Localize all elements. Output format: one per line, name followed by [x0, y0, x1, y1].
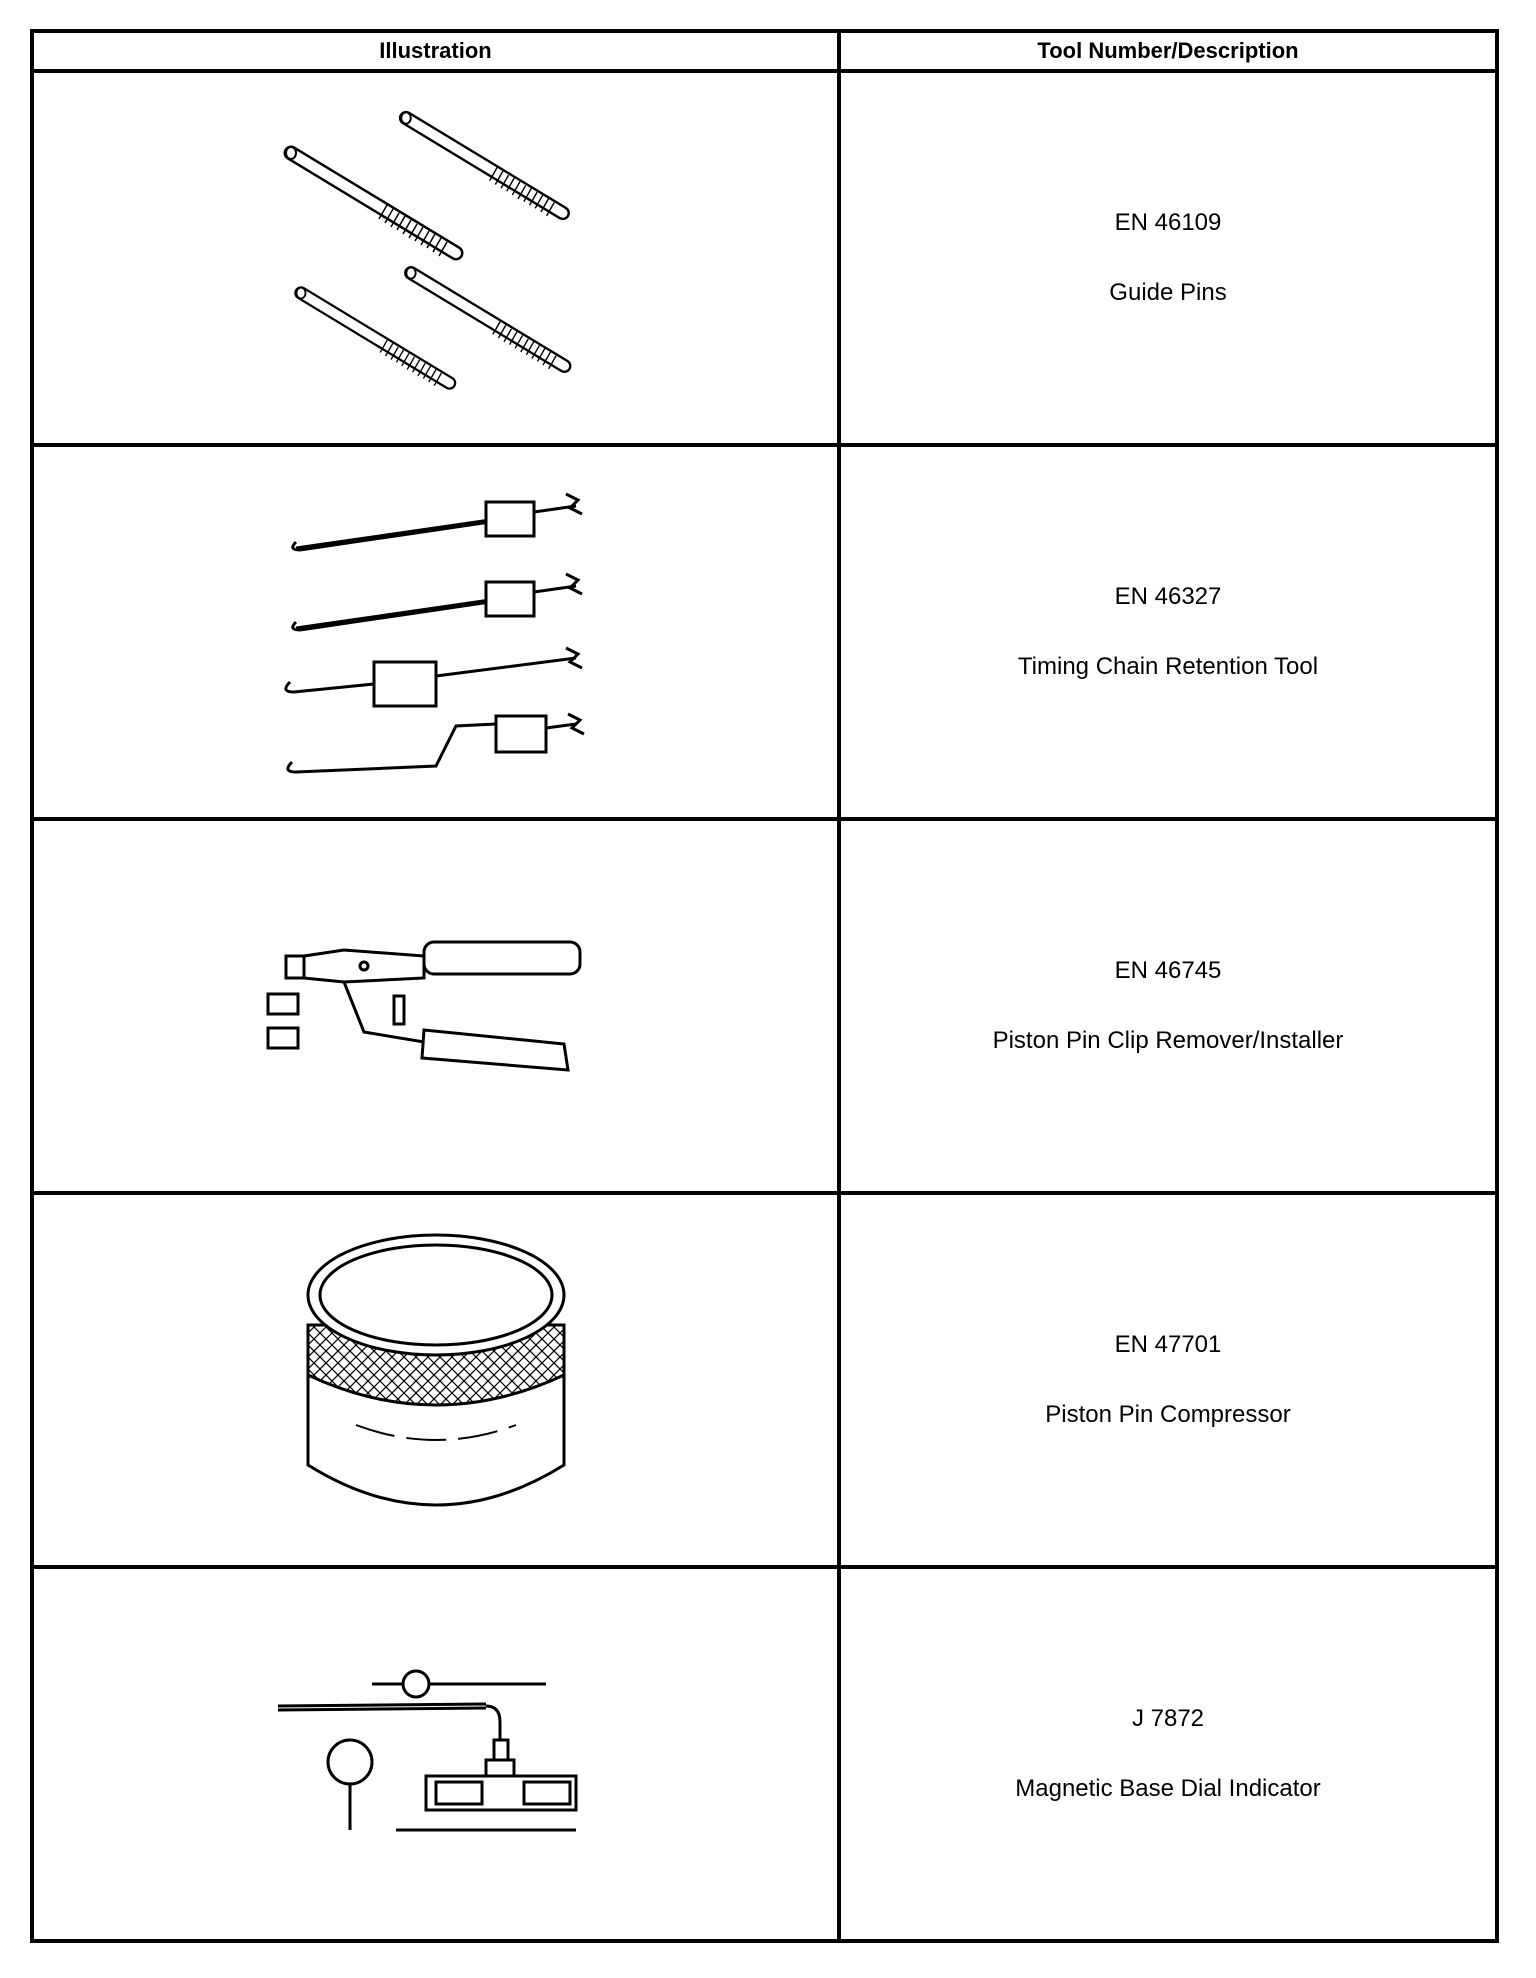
description-cell — [839, 1567, 1497, 1941]
description-cell — [839, 819, 1497, 1193]
table-row — [32, 1567, 1497, 1941]
header-row — [32, 31, 1497, 71]
dial-indicator-icon — [276, 1664, 596, 1844]
description-cell — [839, 71, 1497, 445]
special-tools-table — [30, 29, 1499, 1943]
illustration-cell — [32, 1567, 839, 1941]
timing-chain-retention-tool-icon — [276, 472, 596, 792]
description-cell — [839, 1193, 1497, 1567]
tool-number: EN 46327 — [1114, 583, 1222, 610]
tool-description: Piston Pin Compressor — [1045, 1401, 1291, 1428]
tool-description: Guide Pins — [1109, 279, 1227, 306]
header-tool-number-description: Tool Number/Description — [839, 31, 1497, 71]
tool-number: J 7872 — [1131, 1705, 1205, 1732]
tool-description: Piston Pin Clip Remover/Installer — [992, 1027, 1344, 1054]
table-row — [32, 71, 1497, 445]
table-row — [32, 445, 1497, 819]
tool-number: EN 46745 — [1114, 957, 1222, 984]
piston-pin-compressor-icon — [296, 1225, 576, 1535]
table-row — [32, 1193, 1497, 1567]
tool-description: Magnetic Base Dial Indicator — [1015, 1775, 1321, 1802]
table-row — [32, 819, 1497, 1193]
illustration-cell — [32, 1193, 839, 1567]
piston-pin-clip-tool-icon — [266, 926, 606, 1086]
description-cell — [839, 445, 1497, 819]
illustration-cell — [32, 819, 839, 1193]
header-illustration: Illustration — [32, 31, 839, 71]
tool-number: EN 47701 — [1114, 1331, 1222, 1358]
illustration-cell — [32, 445, 839, 819]
illustration-cell — [32, 71, 839, 445]
tool-description: Timing Chain Retention Tool — [1017, 653, 1319, 680]
guide-pins-icon — [276, 93, 596, 423]
tool-number: EN 46109 — [1114, 209, 1222, 236]
